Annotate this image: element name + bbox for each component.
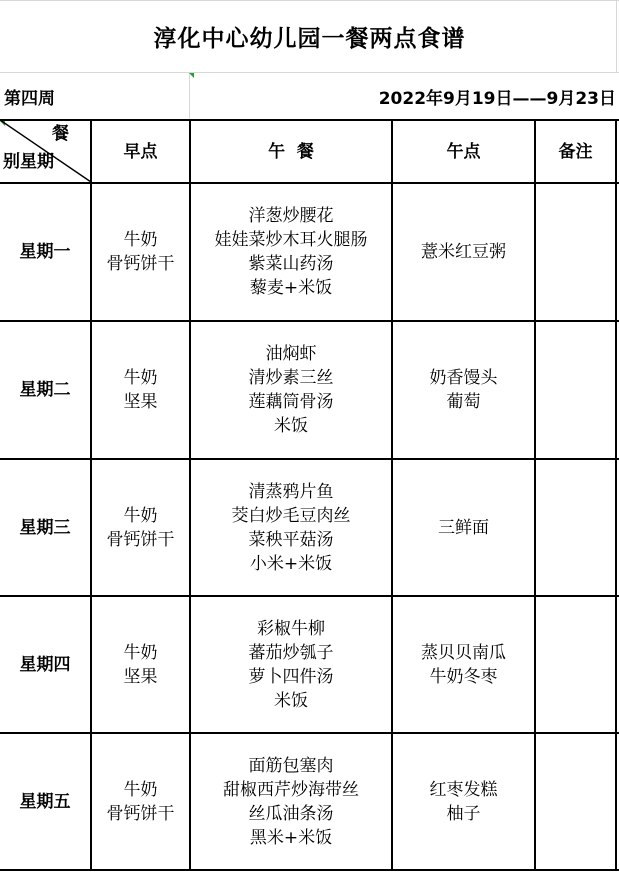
day-label: 星期二 [19,380,71,400]
header-notes: 备注 [558,141,593,162]
lunch-cell: 洋葱炒腰花 娃娃菜炒木耳火腿肠 紫菜山药汤 藜麦+米饭 [214,206,368,298]
table-line [0,869,619,871]
lunch-cell: 清蒸鸦片鱼 茭白炒毛豆肉丝 菜秧平菇汤 小米+米饭 [231,481,351,574]
day-label: 星期四 [19,654,71,675]
breakfast-cell: 牛奶 坚果 [123,642,158,687]
notes-cell [536,734,615,869]
notes-cell [536,184,615,320]
lunch-cell: 油焖虾 清炒素三丝 莲藕筒骨汤 米饭 [248,344,334,436]
day-label: 星期一 [19,242,71,262]
cell-marker [189,73,194,78]
breakfast-cell: 牛奶 骨钙饼干 [106,779,175,824]
table-line [615,119,617,871]
notes-cell [536,597,615,732]
corner-label-top: 餐 [52,124,69,144]
divider-title [0,72,619,73]
notes-cell [536,322,615,458]
day-label: 星期三 [19,517,71,538]
lunch-cell: 面筋包塞肉 甜椒西芹炒海带丝 丝瓜油条汤 黑米+米饭 [223,755,359,848]
header-breakfast: 早点 [123,141,158,162]
menu-title: 淳化中心幼儿园一餐两点食谱 [153,24,466,52]
header-snack: 午点 [446,141,481,162]
notes-cell [536,460,615,595]
breakfast-cell: 牛奶 骨钙饼干 [106,505,175,550]
corner-label-bottom: 别星期 [3,152,54,172]
snack-cell: 三鲜面 [438,517,489,538]
snack-cell: 薏米红豆粥 [421,242,506,262]
snack-cell: 蒸贝贝南瓜 牛奶冬枣 [421,642,506,687]
lunch-cell: 彩椒牛柳 蕃茄炒瓠子 萝卜四件汤 米饭 [248,618,334,711]
divider-week [189,72,190,120]
header-lunch: 午 餐 [268,141,314,162]
day-label: 星期五 [19,791,71,812]
breakfast-cell: 牛奶 坚果 [123,368,158,412]
breakfast-cell: 牛奶 骨钙饼干 [106,230,175,274]
week-label: 第四周 [4,89,55,109]
date-range: 2022年9月19日——9月23日 [378,89,616,109]
snack-cell: 奶香馒头 葡萄 [429,368,498,412]
snack-cell: 红枣发糕 柚子 [429,779,498,824]
